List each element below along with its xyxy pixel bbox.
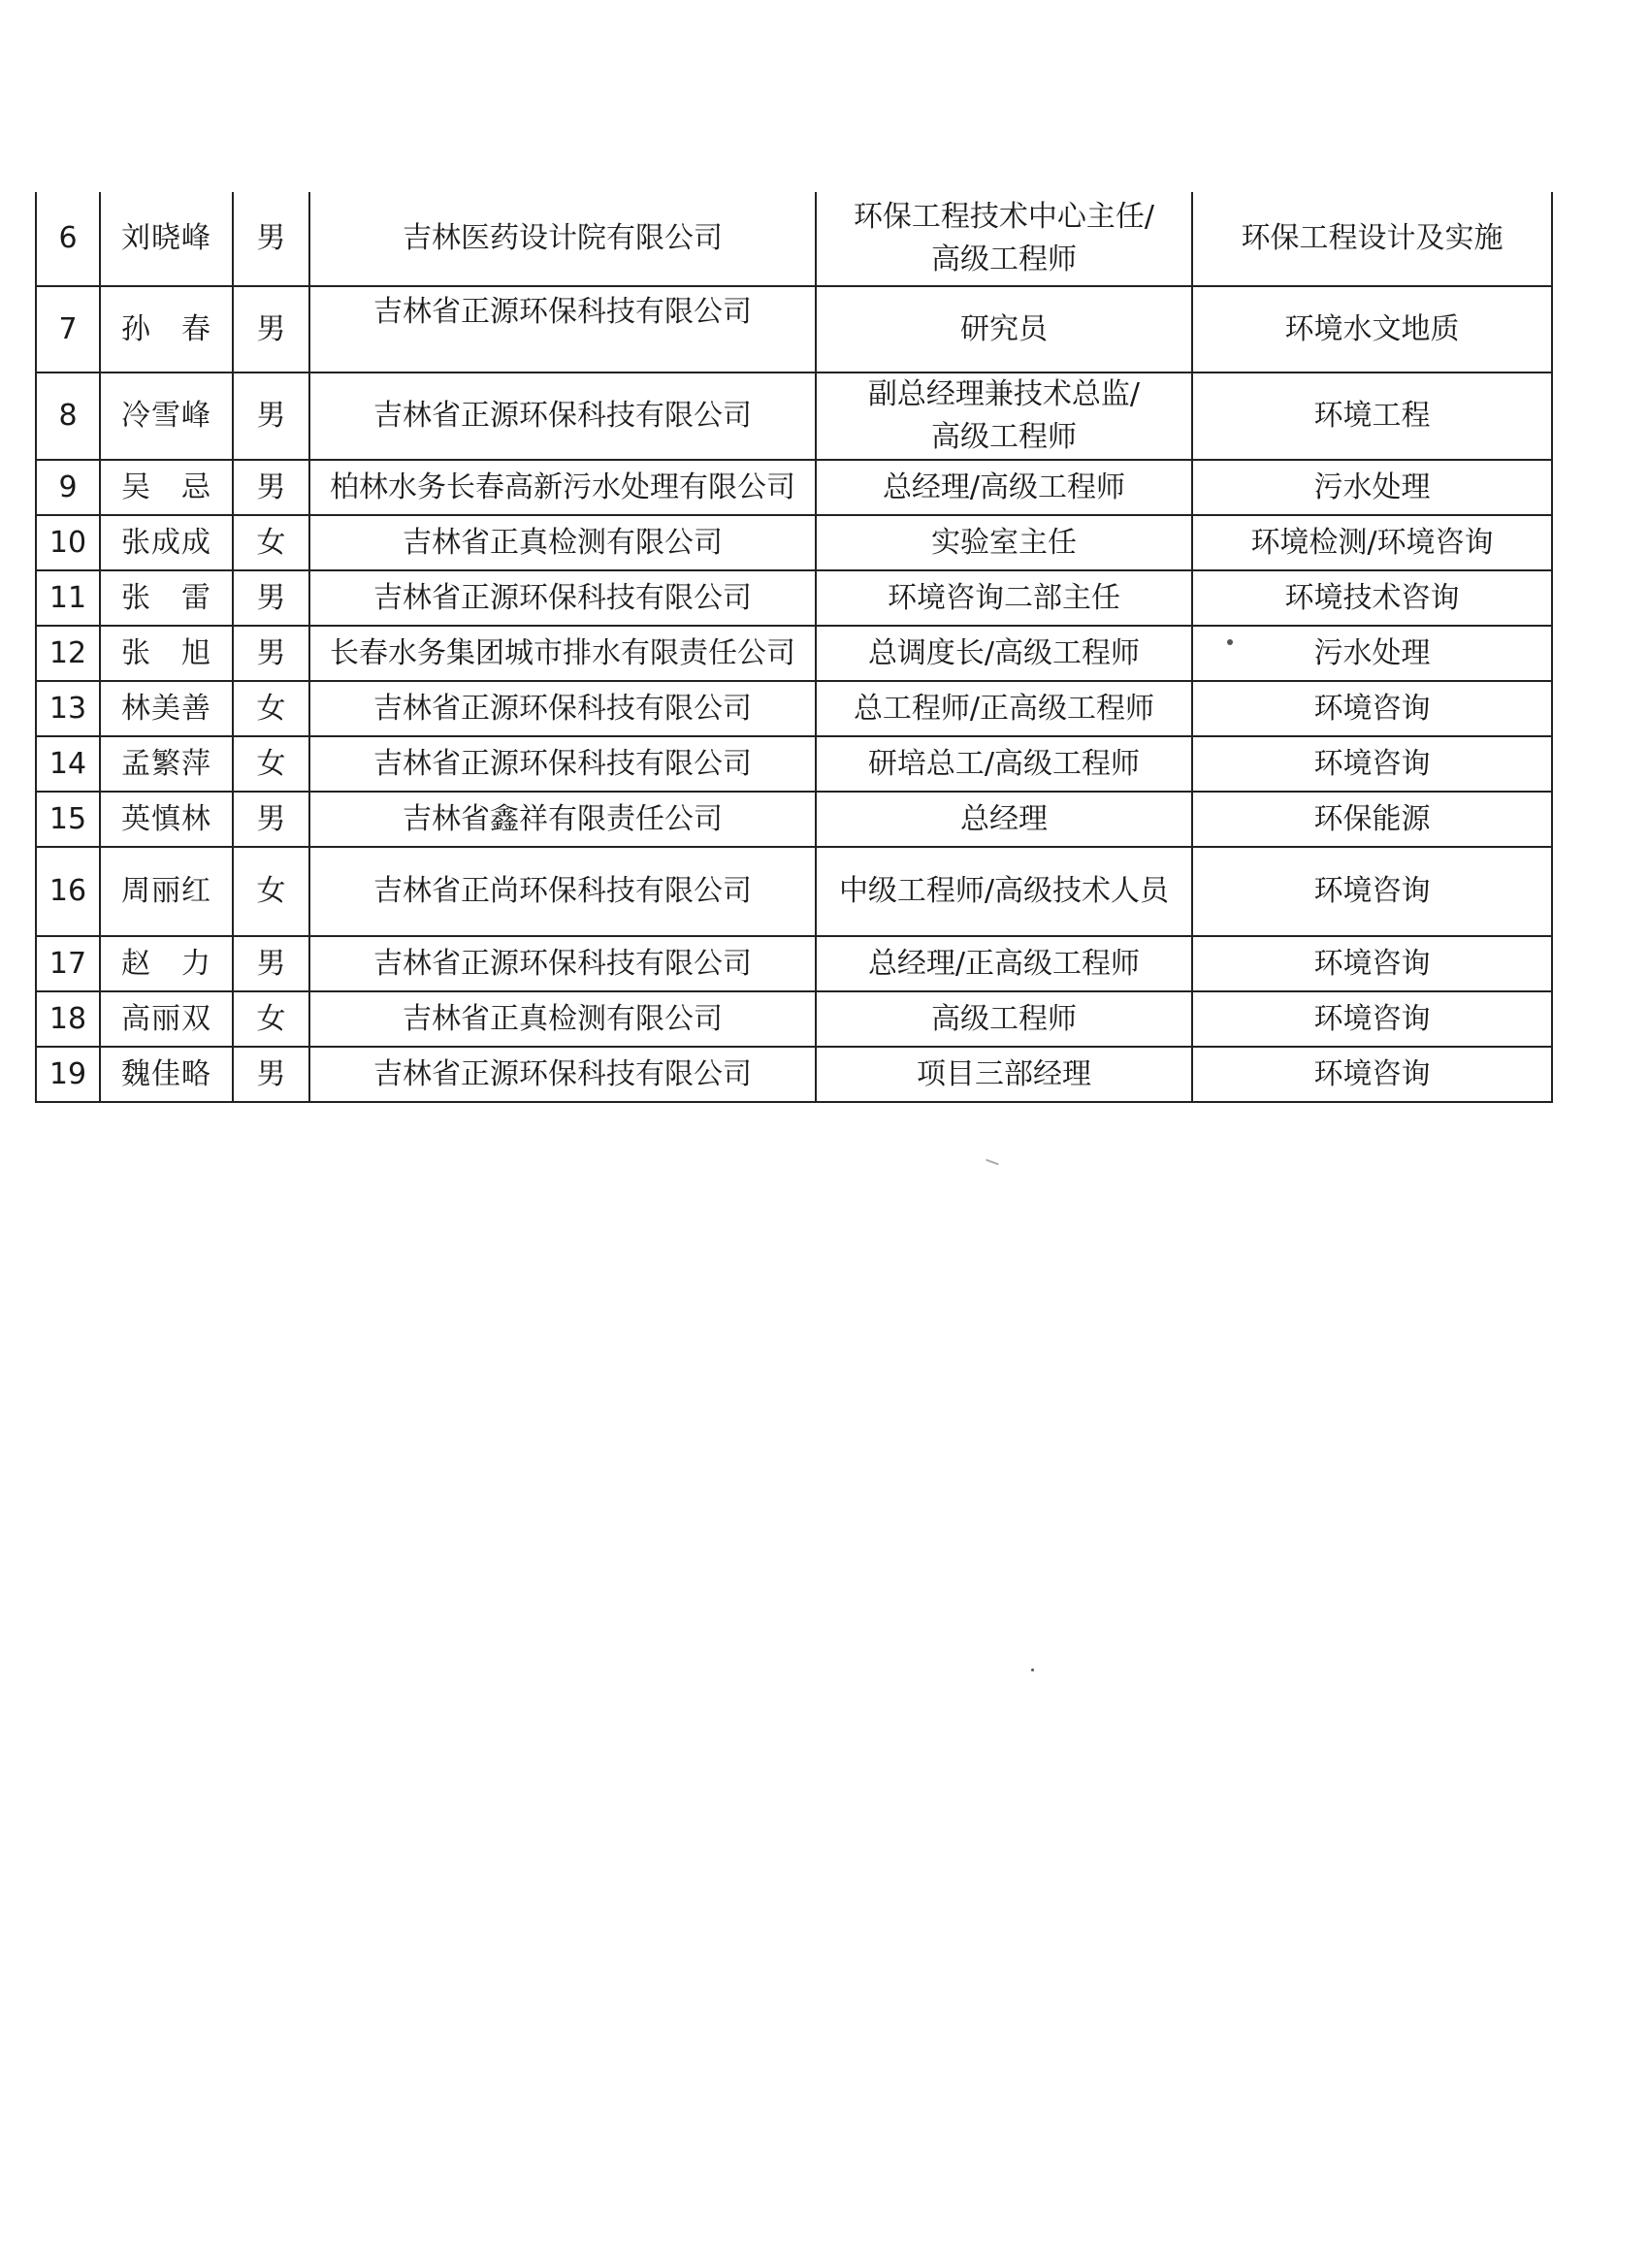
cell-name: 高丽双 (100, 991, 233, 1047)
cell-name: 张 旭 (100, 626, 233, 681)
cell-name: 张 雷 (100, 570, 233, 626)
table-row (36, 1047, 1552, 1102)
cell-number: 7 (36, 286, 100, 373)
cell-gender: 男 (233, 626, 309, 681)
table-row (36, 373, 1552, 460)
table-row (36, 515, 1552, 570)
cell-field: 环境咨询 (1192, 936, 1552, 991)
cell-field: 环境水文地质 (1192, 286, 1552, 373)
cell-number: 12 (36, 626, 100, 681)
cell-field: 环境技术咨询 (1192, 570, 1552, 626)
cell-number: 9 (36, 460, 100, 515)
cell-gender: 男 (233, 570, 309, 626)
scan-speck (1031, 1669, 1034, 1671)
cell-title: 项目三部经理 (816, 1047, 1192, 1102)
cell-title: 研究员 (816, 286, 1192, 373)
cell-name: 孟繁萍 (100, 736, 233, 792)
cell-organization: 吉林省正源环保科技有限公司 (309, 681, 816, 736)
cell-gender: 男 (233, 192, 309, 286)
cell-field: 环境咨询 (1192, 1047, 1552, 1102)
cell-number: 13 (36, 681, 100, 736)
cell-organization: 长春水务集团城市排水有限责任公司 (309, 626, 816, 681)
cell-organization: 吉林省正真检测有限公司 (309, 515, 816, 570)
table-row (36, 626, 1552, 681)
cell-field: 环境检测/环境咨询 (1192, 515, 1552, 570)
table-row (36, 936, 1552, 991)
cell-gender: 女 (233, 515, 309, 570)
table-row (36, 991, 1552, 1047)
cell-field: 环保能源 (1192, 792, 1552, 847)
cell-organization: 吉林医药设计院有限公司 (309, 192, 816, 286)
table-row (36, 460, 1552, 515)
cell-organization: 吉林省正源环保科技有限公司 (309, 286, 816, 373)
table-row (36, 192, 1552, 286)
cell-name: 吴 忌 (100, 460, 233, 515)
table-row (36, 570, 1552, 626)
cell-number: 14 (36, 736, 100, 792)
cell-title: 环保工程技术中心主任/ 高级工程师 (816, 192, 1192, 286)
cell-gender: 女 (233, 847, 309, 936)
scan-speck (986, 1159, 999, 1166)
cell-name: 林美善 (100, 681, 233, 736)
cell-field: 环境咨询 (1192, 681, 1552, 736)
cell-gender: 男 (233, 792, 309, 847)
cell-organization: 吉林省正源环保科技有限公司 (309, 1047, 816, 1102)
cell-name: 孙 春 (100, 286, 233, 373)
cell-title: 高级工程师 (816, 991, 1192, 1047)
cell-number: 6 (36, 192, 100, 286)
cell-title: 总经理/高级工程师 (816, 460, 1192, 515)
cell-title: 环境咨询二部主任 (816, 570, 1192, 626)
cell-organization: 吉林省正源环保科技有限公司 (309, 373, 816, 460)
cell-title: 实验室主任 (816, 515, 1192, 570)
cell-title: 总调度长/高级工程师 (816, 626, 1192, 681)
cell-organization: 吉林省鑫祥有限责任公司 (309, 792, 816, 847)
cell-title: 总经理 (816, 792, 1192, 847)
cell-name: 张成成 (100, 515, 233, 570)
scan-speck (1227, 639, 1233, 645)
cell-field: 环境咨询 (1192, 847, 1552, 936)
cell-name: 刘晓峰 (100, 192, 233, 286)
cell-field: 环境咨询 (1192, 736, 1552, 792)
cell-organization: 吉林省正尚环保科技有限公司 (309, 847, 816, 936)
cell-organization: 吉林省正源环保科技有限公司 (309, 736, 816, 792)
cell-field: 环保工程设计及实施 (1192, 192, 1552, 286)
cell-name: 魏佳略 (100, 1047, 233, 1102)
cell-gender: 男 (233, 460, 309, 515)
cell-title: 副总经理兼技术总监/ 高级工程师 (816, 373, 1192, 460)
cell-organization: 吉林省正源环保科技有限公司 (309, 936, 816, 991)
cell-title: 总工程师/正高级工程师 (816, 681, 1192, 736)
cell-name: 英慎林 (100, 792, 233, 847)
cell-gender: 女 (233, 736, 309, 792)
cell-gender: 女 (233, 681, 309, 736)
cell-gender: 男 (233, 936, 309, 991)
cell-field: 环境咨询 (1192, 991, 1552, 1047)
cell-field: 污水处理 (1192, 626, 1552, 681)
cell-gender: 女 (233, 991, 309, 1047)
cell-organization: 柏林水务长春高新污水处理有限公司 (309, 460, 816, 515)
cell-number: 15 (36, 792, 100, 847)
cell-title: 研培总工/高级工程师 (816, 736, 1192, 792)
expert-roster-table (35, 192, 1553, 1103)
cell-field: 环境工程 (1192, 373, 1552, 460)
cell-number: 8 (36, 373, 100, 460)
table-row (36, 847, 1552, 936)
cell-organization: 吉林省正真检测有限公司 (309, 991, 816, 1047)
cell-gender: 男 (233, 286, 309, 373)
cell-organization: 吉林省正源环保科技有限公司 (309, 570, 816, 626)
cell-number: 19 (36, 1047, 100, 1102)
table-row (36, 736, 1552, 792)
cell-number: 17 (36, 936, 100, 991)
table-row (36, 792, 1552, 847)
table-row (36, 286, 1552, 373)
cell-gender: 男 (233, 373, 309, 460)
cell-number: 11 (36, 570, 100, 626)
cell-number: 10 (36, 515, 100, 570)
cell-name: 冷雪峰 (100, 373, 233, 460)
cell-number: 16 (36, 847, 100, 936)
cell-title: 中级工程师/高级技术人员 (816, 847, 1192, 936)
cell-name: 周丽红 (100, 847, 233, 936)
cell-gender: 男 (233, 1047, 309, 1102)
cell-number: 18 (36, 991, 100, 1047)
cell-title: 总经理/正高级工程师 (816, 936, 1192, 991)
cell-name: 赵 力 (100, 936, 233, 991)
table-row (36, 681, 1552, 736)
cell-field: 污水处理 (1192, 460, 1552, 515)
